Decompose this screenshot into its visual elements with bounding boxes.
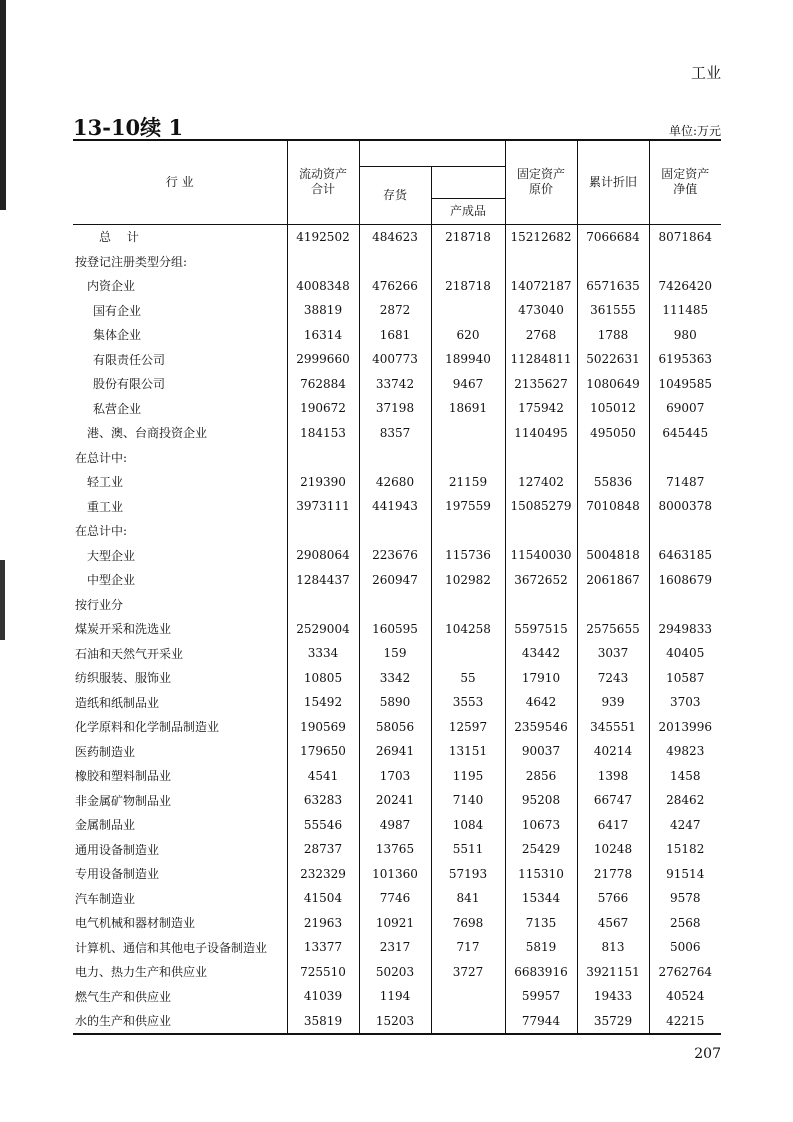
cell-value: 3037 [577, 641, 649, 666]
cell-value: 43442 [505, 641, 577, 666]
cell-value: 10921 [359, 911, 431, 936]
cell-value: 3672652 [505, 568, 577, 593]
cell-value: 620 [431, 323, 505, 348]
row-label: 燃气生产和供应业 [75, 989, 172, 1004]
row-label: 金属制品业 [75, 818, 136, 833]
header-fixed-net-line1: 固定资产 [661, 167, 710, 182]
cell-value: 160595 [359, 617, 431, 642]
cell-value: 9578 [649, 886, 721, 911]
cell-value: 179650 [287, 739, 359, 764]
cell-value: 4247 [649, 813, 721, 838]
cell-value [649, 445, 721, 470]
table-row [73, 543, 721, 568]
cell-value: 400773 [359, 347, 431, 372]
cell-value: 189940 [431, 347, 505, 372]
cell-value [287, 519, 359, 544]
row-label: 纺织服装、服饰业 [75, 671, 172, 686]
table-row [73, 1009, 721, 1035]
cell-value: 5004818 [577, 543, 649, 568]
cell-value [359, 445, 431, 470]
cell-value: 184153 [287, 421, 359, 446]
table-row [73, 862, 721, 887]
header-current-assets-line2: 合计 [310, 182, 335, 197]
cell-value: 4008348 [287, 274, 359, 299]
cell-value: 841 [431, 886, 505, 911]
row-label: 造纸和纸制品业 [75, 695, 160, 710]
table-row [73, 813, 721, 838]
cell-value: 9467 [431, 372, 505, 397]
row-label: 煤炭开采和洗选业 [75, 622, 172, 637]
table-row [73, 764, 721, 789]
cell-value: 345551 [577, 715, 649, 740]
cell-value: 1080649 [577, 372, 649, 397]
cell-value: 762884 [287, 372, 359, 397]
cell-value: 7746 [359, 886, 431, 911]
cell-value: 41504 [287, 886, 359, 911]
table-row [73, 494, 721, 519]
cell-value: 13377 [287, 935, 359, 960]
cell-value: 1284437 [287, 568, 359, 593]
cell-value [577, 519, 649, 544]
row-label: 按行业分 [75, 597, 124, 612]
row-label: 股份有限公司 [93, 377, 166, 392]
cell-value: 8000378 [649, 494, 721, 519]
cell-value: 2768 [505, 323, 577, 348]
table-row [73, 935, 721, 960]
cell-value: 91514 [649, 862, 721, 887]
cell-value: 95208 [505, 788, 577, 813]
cell-value: 42215 [649, 1009, 721, 1035]
cell-value: 5766 [577, 886, 649, 911]
page-number: 207 [694, 1046, 721, 1062]
cell-value: 218718 [431, 224, 505, 249]
cell-value [505, 445, 577, 470]
cell-value: 1194 [359, 984, 431, 1009]
table-row [73, 249, 721, 274]
row-label: 港、澳、台商投资企业 [87, 426, 208, 441]
cell-value: 2949833 [649, 617, 721, 642]
cell-value: 6195363 [649, 347, 721, 372]
cell-value: 6683916 [505, 960, 577, 985]
row-label: 非金属矿物制品业 [75, 793, 172, 808]
cell-value: 218718 [431, 274, 505, 299]
table-body [73, 224, 721, 1034]
cell-value: 7010848 [577, 494, 649, 519]
cell-value: 1681 [359, 323, 431, 348]
cell-value: 35819 [287, 1009, 359, 1035]
row-label: 医药制造业 [75, 744, 136, 759]
row-label: 石油和天然气开采业 [75, 646, 184, 661]
header-fixed-original-line2: 原价 [528, 182, 553, 197]
cell-value: 40405 [649, 641, 721, 666]
cell-value: 7066684 [577, 224, 649, 249]
cell-value: 63283 [287, 788, 359, 813]
cell-value: 725510 [287, 960, 359, 985]
cell-value: 14072187 [505, 274, 577, 299]
cell-value: 10248 [577, 837, 649, 862]
cell-value [359, 519, 431, 544]
row-label: 化学原料和化学制品制造业 [75, 720, 220, 735]
row-label: 水的生产和供应业 [73, 1009, 287, 1035]
cell-value: 66747 [577, 788, 649, 813]
cell-value: 19433 [577, 984, 649, 1009]
cell-value: 1195 [431, 764, 505, 789]
cell-value: 5511 [431, 837, 505, 862]
cell-value: 4642 [505, 690, 577, 715]
row-label: 中型企业 [87, 573, 136, 588]
header-depreciation: 累计折旧 [577, 140, 649, 224]
cell-value: 15212682 [505, 224, 577, 249]
cell-value: 12597 [431, 715, 505, 740]
cell-value: 197559 [431, 494, 505, 519]
table-row [73, 396, 721, 421]
table-row [73, 886, 721, 911]
header-fixed-original-line1: 固定资产 [516, 167, 565, 182]
cell-value: 3921151 [577, 960, 649, 985]
cell-value: 1703 [359, 764, 431, 789]
cell-value [577, 445, 649, 470]
row-label: 总 计 [99, 230, 145, 245]
cell-value: 40524 [649, 984, 721, 1009]
cell-value: 33742 [359, 372, 431, 397]
cell-value: 5022631 [577, 347, 649, 372]
cell-value: 28737 [287, 837, 359, 862]
table-row [73, 421, 721, 446]
cell-value: 102982 [431, 568, 505, 593]
cell-value: 10673 [505, 813, 577, 838]
row-label: 有限责任公司 [93, 352, 166, 367]
table-row [73, 837, 721, 862]
cell-value: 980 [649, 323, 721, 348]
cell-value: 2872 [359, 298, 431, 323]
cell-value: 3334 [287, 641, 359, 666]
cell-value: 6571635 [577, 274, 649, 299]
cell-value [431, 249, 505, 274]
table-row [73, 690, 721, 715]
table-row [73, 274, 721, 299]
cell-value: 50203 [359, 960, 431, 985]
cell-value: 484623 [359, 224, 431, 249]
cell-value: 40214 [577, 739, 649, 764]
cell-value [431, 421, 505, 446]
row-label: 轻工业 [87, 475, 124, 490]
table-row [73, 470, 721, 495]
cell-value: 6417 [577, 813, 649, 838]
cell-value [287, 249, 359, 274]
cell-value [431, 519, 505, 544]
table-row [73, 739, 721, 764]
cell-value: 55 [431, 666, 505, 691]
cell-value: 21159 [431, 470, 505, 495]
cell-value: 219390 [287, 470, 359, 495]
cell-value: 11540030 [505, 543, 577, 568]
header-fixed-original [505, 140, 577, 224]
table-row [73, 641, 721, 666]
cell-value: 2317 [359, 935, 431, 960]
cell-value: 2013996 [649, 715, 721, 740]
cell-value [649, 249, 721, 274]
cell-value: 1084 [431, 813, 505, 838]
cell-value: 1608679 [649, 568, 721, 593]
cell-value [287, 592, 359, 617]
cell-value: 58056 [359, 715, 431, 740]
table-row [73, 715, 721, 740]
cell-value [431, 445, 505, 470]
header-finished-goods: 产成品 [431, 198, 505, 224]
cell-value: 90037 [505, 739, 577, 764]
cell-value: 57193 [431, 862, 505, 887]
cell-value: 4567 [577, 911, 649, 936]
cell-value: 38819 [287, 298, 359, 323]
cell-value: 2359546 [505, 715, 577, 740]
cell-value: 7135 [505, 911, 577, 936]
cell-value: 2568 [649, 911, 721, 936]
cell-value: 105012 [577, 396, 649, 421]
cell-value: 1049585 [649, 372, 721, 397]
table-row [73, 519, 721, 544]
cell-value: 4192502 [287, 224, 359, 249]
cell-value: 2908064 [287, 543, 359, 568]
cell-value [505, 592, 577, 617]
header-fixed-net-line2: 净值 [673, 182, 698, 197]
cell-value: 2575655 [577, 617, 649, 642]
cell-value: 69007 [649, 396, 721, 421]
cell-value: 15182 [649, 837, 721, 862]
row-label: 在总计中: [75, 524, 128, 539]
row-label: 电气机械和器材制造业 [75, 916, 196, 931]
cell-value: 3553 [431, 690, 505, 715]
row-label: 橡胶和塑料制品业 [75, 769, 172, 784]
cell-value: 223676 [359, 543, 431, 568]
cell-value: 55546 [287, 813, 359, 838]
page-edge-mark [0, 560, 5, 640]
cell-value: 115736 [431, 543, 505, 568]
cell-value: 2999660 [287, 347, 359, 372]
header-finished-goods-spacer [431, 166, 505, 198]
cell-value: 18691 [431, 396, 505, 421]
cell-value: 7140 [431, 788, 505, 813]
cell-value: 2135627 [505, 372, 577, 397]
header-inventory: 存货 [359, 166, 431, 224]
cell-value: 15492 [287, 690, 359, 715]
cell-value: 15085279 [505, 494, 577, 519]
cell-value: 1398 [577, 764, 649, 789]
table-row [73, 960, 721, 985]
table-row [73, 445, 721, 470]
cell-value: 77944 [505, 1009, 577, 1035]
cell-value: 717 [431, 935, 505, 960]
section-title: 工业 [690, 64, 721, 82]
cell-value [359, 592, 431, 617]
cell-value: 2856 [505, 764, 577, 789]
cell-value: 813 [577, 935, 649, 960]
cell-value [577, 249, 649, 274]
table-row [73, 224, 721, 249]
table-row [73, 298, 721, 323]
table-row [73, 788, 721, 813]
cell-value [649, 519, 721, 544]
header-current-assets [287, 140, 359, 224]
cell-value [431, 592, 505, 617]
cell-value: 55836 [577, 470, 649, 495]
cell-value [505, 249, 577, 274]
cell-value [431, 641, 505, 666]
unit-label: 单位:万元 [668, 124, 721, 138]
page-edge-mark [0, 0, 6, 210]
table-row [73, 568, 721, 593]
header-industry: 行 业 [73, 140, 287, 224]
row-label: 大型企业 [87, 548, 136, 563]
cell-value: 4987 [359, 813, 431, 838]
cell-value: 159 [359, 641, 431, 666]
cell-value: 11284811 [505, 347, 577, 372]
row-label: 汽车制造业 [75, 891, 136, 906]
table-row [73, 617, 721, 642]
header-current-assets-line1: 流动资产 [298, 167, 347, 182]
cell-value: 7698 [431, 911, 505, 936]
cell-value [577, 592, 649, 617]
cell-value: 4541 [287, 764, 359, 789]
cell-value: 15344 [505, 886, 577, 911]
cell-value: 3703 [649, 690, 721, 715]
cell-value: 190569 [287, 715, 359, 740]
table-row [73, 984, 721, 1009]
cell-value: 3727 [431, 960, 505, 985]
table-row [73, 347, 721, 372]
cell-value: 6463185 [649, 543, 721, 568]
table-title: 13-10续 1 [73, 115, 184, 140]
table-row [73, 372, 721, 397]
cell-value: 473040 [505, 298, 577, 323]
cell-value: 5819 [505, 935, 577, 960]
row-label: 私营企业 [93, 401, 142, 416]
row-label: 电力、热力生产和供应业 [75, 965, 208, 980]
cell-value: 115310 [505, 862, 577, 887]
table-row [73, 592, 721, 617]
row-label: 按登记注册类型分组: [75, 254, 188, 269]
cell-value: 5006 [649, 935, 721, 960]
cell-value: 7243 [577, 666, 649, 691]
cell-value: 1140495 [505, 421, 577, 446]
row-label: 通用设备制造业 [75, 842, 160, 857]
cell-value: 476266 [359, 274, 431, 299]
table-row [73, 666, 721, 691]
cell-value: 127402 [505, 470, 577, 495]
cell-value: 1458 [649, 764, 721, 789]
cell-value: 41039 [287, 984, 359, 1009]
cell-value [649, 592, 721, 617]
header-current-assets-detail [359, 140, 505, 166]
header-fixed-net [649, 140, 721, 224]
cell-value: 8357 [359, 421, 431, 446]
cell-value: 25429 [505, 837, 577, 862]
cell-value: 5890 [359, 690, 431, 715]
cell-value: 16314 [287, 323, 359, 348]
cell-value [431, 1009, 505, 1035]
cell-value: 361555 [577, 298, 649, 323]
cell-value: 37198 [359, 396, 431, 421]
cell-value: 645445 [649, 421, 721, 446]
cell-value: 104258 [431, 617, 505, 642]
cell-value: 101360 [359, 862, 431, 887]
cell-value: 21963 [287, 911, 359, 936]
row-label: 在总计中: [75, 450, 128, 465]
table-row [73, 911, 721, 936]
cell-value: 2762764 [649, 960, 721, 985]
cell-value: 21778 [577, 862, 649, 887]
row-label: 计算机、通信和其他电子设备制造业 [75, 940, 268, 955]
cell-value: 49823 [649, 739, 721, 764]
row-label: 内资企业 [87, 279, 136, 294]
table-row [73, 323, 721, 348]
cell-value: 5597515 [505, 617, 577, 642]
cell-value: 495050 [577, 421, 649, 446]
cell-value: 190672 [287, 396, 359, 421]
cell-value [287, 445, 359, 470]
cell-value [505, 519, 577, 544]
cell-value: 260947 [359, 568, 431, 593]
row-label: 重工业 [87, 499, 124, 514]
cell-value: 59957 [505, 984, 577, 1009]
cell-value: 26941 [359, 739, 431, 764]
cell-value: 441943 [359, 494, 431, 519]
cell-value: 8071864 [649, 224, 721, 249]
cell-value: 13765 [359, 837, 431, 862]
cell-value: 2529004 [287, 617, 359, 642]
cell-value: 232329 [287, 862, 359, 887]
cell-value: 35729 [577, 1009, 649, 1035]
cell-value [359, 249, 431, 274]
cell-value: 7426420 [649, 274, 721, 299]
cell-value: 13151 [431, 739, 505, 764]
cell-value: 42680 [359, 470, 431, 495]
cell-value: 17910 [505, 666, 577, 691]
cell-value: 20241 [359, 788, 431, 813]
cell-value [431, 984, 505, 1009]
cell-value: 10587 [649, 666, 721, 691]
cell-value: 939 [577, 690, 649, 715]
cell-value: 175942 [505, 396, 577, 421]
cell-value: 15203 [359, 1009, 431, 1035]
industry-assets-table [73, 139, 721, 1035]
cell-value: 3342 [359, 666, 431, 691]
cell-value: 28462 [649, 788, 721, 813]
cell-value: 71487 [649, 470, 721, 495]
row-label: 专用设备制造业 [75, 867, 160, 882]
row-label: 集体企业 [93, 328, 142, 343]
cell-value: 10805 [287, 666, 359, 691]
row-label: 国有企业 [93, 303, 142, 318]
cell-value: 111485 [649, 298, 721, 323]
cell-value: 2061867 [577, 568, 649, 593]
cell-value: 1788 [577, 323, 649, 348]
cell-value: 3973111 [287, 494, 359, 519]
cell-value [431, 298, 505, 323]
